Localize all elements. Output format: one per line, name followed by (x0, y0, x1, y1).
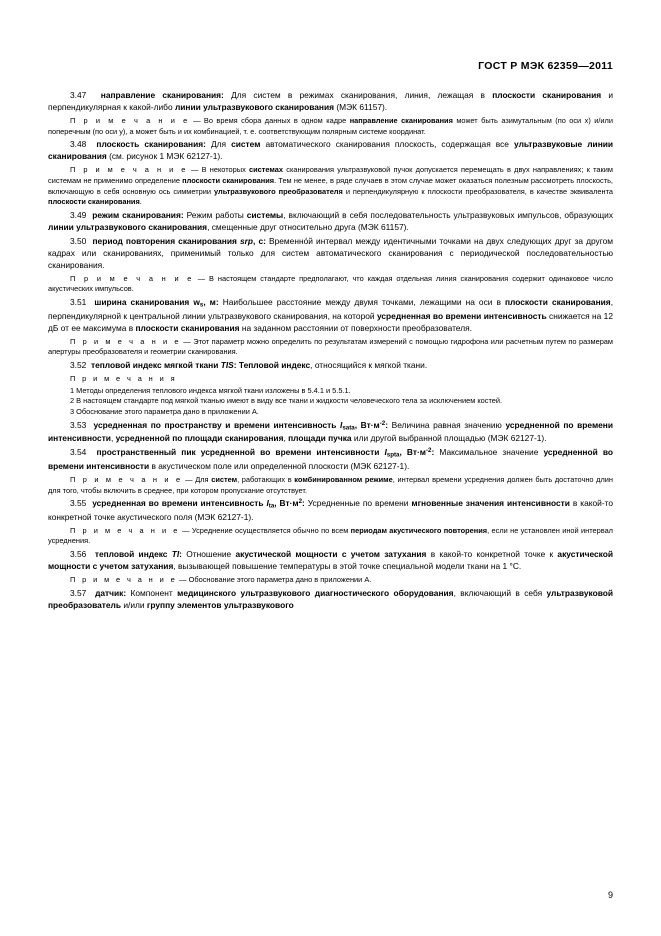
clause-3-49 (48, 210, 613, 234)
clause-text: Компонент медицинского ультразвукового диагностического оборудования, включающий в себя ультразвуковой преобразователь и/или группу элементов ультразвукового (48, 587, 613, 610)
clause-number: 3.51 (70, 297, 87, 308)
clause-text: Режим работы системы, включающий в себя последовательность ультразвуковых импульсов, образующих линии ультразвукового сканирования, смещенные друг относительно друга (МЭК 61157). (48, 210, 614, 233)
note-label: П р и м е ч а н и е (70, 165, 188, 175)
clause-term: пространственный пик усредненной во времени интенсивности $I_{spta}$, $Вт\cdot м^{-2}$: (96, 447, 435, 460)
clause-number: 3.56 (70, 549, 87, 560)
clause-3-57 (48, 588, 613, 612)
clause-number: 3.52 (70, 360, 87, 371)
clause-3-51 (48, 297, 613, 334)
clause-term: режим сканирования: (92, 210, 184, 221)
clause-number: 3.50 (70, 235, 87, 246)
clause-3-53 (48, 420, 613, 445)
clause-text: Тепловой индекс, относящийся к мягкой ткани. (238, 360, 428, 371)
clause-number: 3.48 (70, 139, 87, 150)
clause-3-47 (48, 90, 613, 114)
note-3-55 (48, 526, 613, 547)
note-item: 3 Обоснование этого параметра дано в приложении А. (70, 407, 259, 417)
clause-term: тепловой индекс мягкой ткани TIS: (90, 360, 237, 371)
note-3-47 (48, 116, 613, 137)
note-label: П р и м е ч а н и е (70, 525, 180, 535)
note-label: П р и м е ч а н и е (70, 336, 181, 346)
clause-term: направление сканирования: (100, 90, 224, 100)
clause-3-52 (48, 360, 613, 372)
clause-text: Наибольшее расстояние между двумя точками, лежащими на оси в плоскости сканирования, перпендикулярной к центральной линии ультразвукового сканирования, на которой усредненная во времени интенсивность снижается на 12 дБ от ее максимума в плоскости сканирования на заданном расстоянии от поверхности преобразователя. (48, 297, 614, 333)
note-text: — Во время сбора данных в одном кадре направление сканирования может быть азимутальным (по оси x) и/или поперечным (по оси y), а может быть и их комбинацией, т. е. соответствующим полярным системе координат. (48, 115, 613, 136)
clause-number: 3.57 (70, 587, 87, 598)
clause-text: Временно́й интервал между идентичными точками на двух следующих друг за другом кадрах или сканированиях, применимый только для систем автоматического сканирования с периодической последовательностью сканирования. (48, 235, 613, 270)
clause-term: усредненная по пространству и времени интенсивность $I_{sata}$, $Вт\cdot м^{-2}$: (93, 419, 389, 432)
note-item: 2 В настоящем стандарте под мягкой тканью имеют в виду все ткани и жидкости человеческого тела за исключением костей. (70, 396, 503, 406)
document-body (48, 90, 613, 612)
clause-3-50 (48, 236, 613, 272)
note-text: — Обоснование этого параметра дано в приложении А. (179, 575, 372, 585)
note-label: П р и м е ч а н и е (70, 273, 194, 283)
clause-term: тепловой индекс TI: (94, 549, 182, 560)
clause-term: датчик: (95, 587, 127, 598)
note-label: П р и м е ч а н и я (70, 373, 177, 383)
clause-number: 3.47 (70, 90, 87, 100)
note-text: — В некоторых системах сканирования ультразвуковой пучок допускается перемещать в двух направлениях; к таким системам не применимо определение плоскости сканирования. Тем не менее, в ряде случаев в этом случае может оказаться полезным рассмотреть плоскость, включающую в себя основную ось симметрии ультразвукового преобразователя и перпендикулярную к плоскости преобразователя, в качестве эквивалента плоскости сканирования. (48, 165, 614, 207)
notes-3-52 (48, 374, 613, 418)
clause-text: Отношение акустической мощности с учетом затухания в какой-то конкретной точке к акустической мощности с учетом затухания, вызывающей повышение температуры в этой точке специальной модели ткани на 1 °С. (48, 549, 614, 572)
note-text: — Для систем, работающих в комбинированном режиме, интервал времени усреднения должен быть достаточно длин для того, чтобы включить в среднее, при котором пропускание отсутствует. (48, 474, 613, 495)
note-item: 1 Методы определения теплового индекса мягкой ткани изложены в 5.4.1 и 5.5.1. (70, 385, 351, 395)
clause-text: Максимальное значение усредненной во времени интенсивности в акустическом поле или определенной плоскости (МЭК 62127-1). (48, 447, 613, 471)
page-number: 9 (607, 890, 613, 900)
clause-number: 3.55 (70, 498, 87, 509)
clause-number: 3.53 (70, 419, 87, 430)
note-text: — Усреднение осуществляется обычно по всем периодам акустического повторения, если не установлен иной интервал усреднения. (48, 525, 613, 546)
clause-text: Величина равная значению усредненной по времени интенсивности, усредненной по площади сканирования, площади пучка или другой выбранной площадью (МЭК 62127-1). (48, 419, 614, 444)
clause-number: 3.49 (70, 210, 87, 221)
clause-text: Усредненные по времени мгновенные значения интенсивности в какой-то конкретной точке акустического поля (МЭК 62127-1). (48, 498, 614, 522)
page-header: ГОСТ Р МЭК 62359—2011 (478, 60, 613, 72)
clause-term: усредненная во времени интенсивность $I_{ta}$, $Вт\cdot м^2$: (92, 498, 305, 510)
note-text: — Этот параметр можно определить по результатам измерений с помощью гидрофона или расчетным путем по размерам апертуры преобразователя и геометрии сканирования. (48, 336, 614, 357)
clause-3-48 (48, 139, 613, 163)
note-label: П р и м е ч а н и е (70, 115, 190, 125)
clause-term: плоскость сканирования: (96, 139, 206, 150)
note-label: П р и м е ч а н и е (70, 474, 183, 484)
clause-term: период повторения сканирования srp, с: (92, 235, 266, 246)
clause-3-55 (48, 498, 613, 523)
clause-text: Для систем автоматического сканирования плоскость, содержащая все ультразвуковые линии сканирования (см. рисунок 1 МЭК 62127-1). (48, 139, 614, 162)
clause-number: 3.54 (70, 447, 87, 458)
note-3-48 (48, 165, 613, 208)
note-label: П р и м е ч а н и е (70, 575, 178, 585)
clause-3-54 (48, 447, 613, 472)
note-text: — В настоящем стандарте предполагают, что каждая отдельная линия сканирования содержит одинаковое число акустических импульсов. (48, 273, 613, 294)
note-3-54 (48, 475, 613, 496)
note-3-51 (48, 337, 613, 358)
note-3-50 (48, 274, 613, 295)
note-3-56 (48, 575, 613, 586)
clause-text: Для систем в режимах сканирования, линия, лежащая в плоскости сканирования и перпендикулярная к какой-либо линии ультразвукового сканирования (МЭК 61157). (48, 90, 614, 112)
clause-3-56 (48, 549, 613, 573)
clause-term: ширина сканирования $w_s$, м: (94, 297, 219, 309)
